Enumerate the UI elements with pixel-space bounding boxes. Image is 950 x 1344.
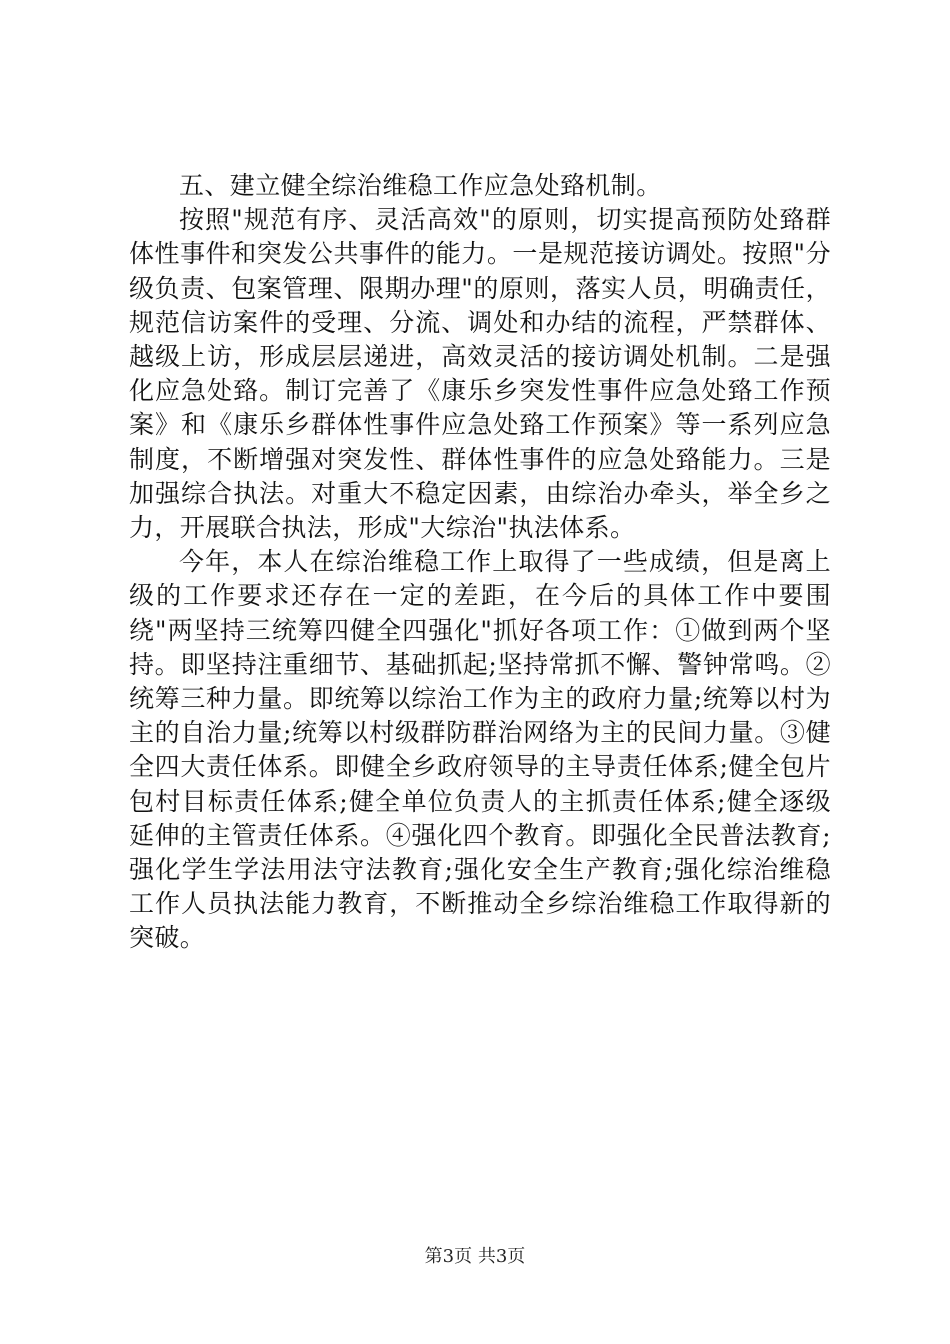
document-body bbox=[129, 169, 831, 956]
section-heading: 五、建立健全综治维稳工作应急处臵机制。 bbox=[179, 171, 662, 200]
page-number-footer: 第3页 共3页 bbox=[424, 1246, 526, 1267]
body-paragraph: 按照"规范有序、灵活高效"的原则，切实提高预防处臵群体性事件和突发公共事件的能力。一是规范接访调处。按照"分级负责、包案管理、限期办理"的原则，落实人员，明确责任，规范信访案件的受理、分流、调处和办结的流程，严禁群体、越级上访，形成层层递进，高效灵活的接访调处机制。二是强化应急处臵。制订完善了《康乐乡突发性事件应急处臵工作预案》和《康乐乡群体性事件应急处臵工作预案》等一系列应急制度，不断增强对突发性、群体性事件的应急处臵能力。三是加强综合执法。对重大不稳定因素，由综治办牵头，举全乡之力，开展联合执法，形成"大综治"执法体系。 bbox=[129, 205, 831, 543]
body-paragraph: 今年，本人在综治维稳工作上取得了一些成绩，但是离上级的工作要求还存在一定的差距，在今后的具体工作中要围绕"两坚持三统筹四健全四强化"抓好各项工作：①做到两个坚持。即坚持注重细节、基础抓起;坚持常抓不懈、警钟常鸣。②统筹三种力量。即统筹以综治工作为主的政府力量;统筹以村为主的自治力量;统筹以村级群防群治网络为主的民间力量。③健全四大责任体系。即健全乡政府领导的主导责任体系;健全包片包村目标责任体系;健全单位负责人的主抓责任体系;健全逐级延伸的主管责任体系。④强化四个教育。即强化全民普法教育;强化学生学法用法守法教育;强化安全生产教育;强化综治维稳工作人员执法能力教育，不断推动全乡综治维稳工作取得新的突破。 bbox=[129, 547, 831, 953]
